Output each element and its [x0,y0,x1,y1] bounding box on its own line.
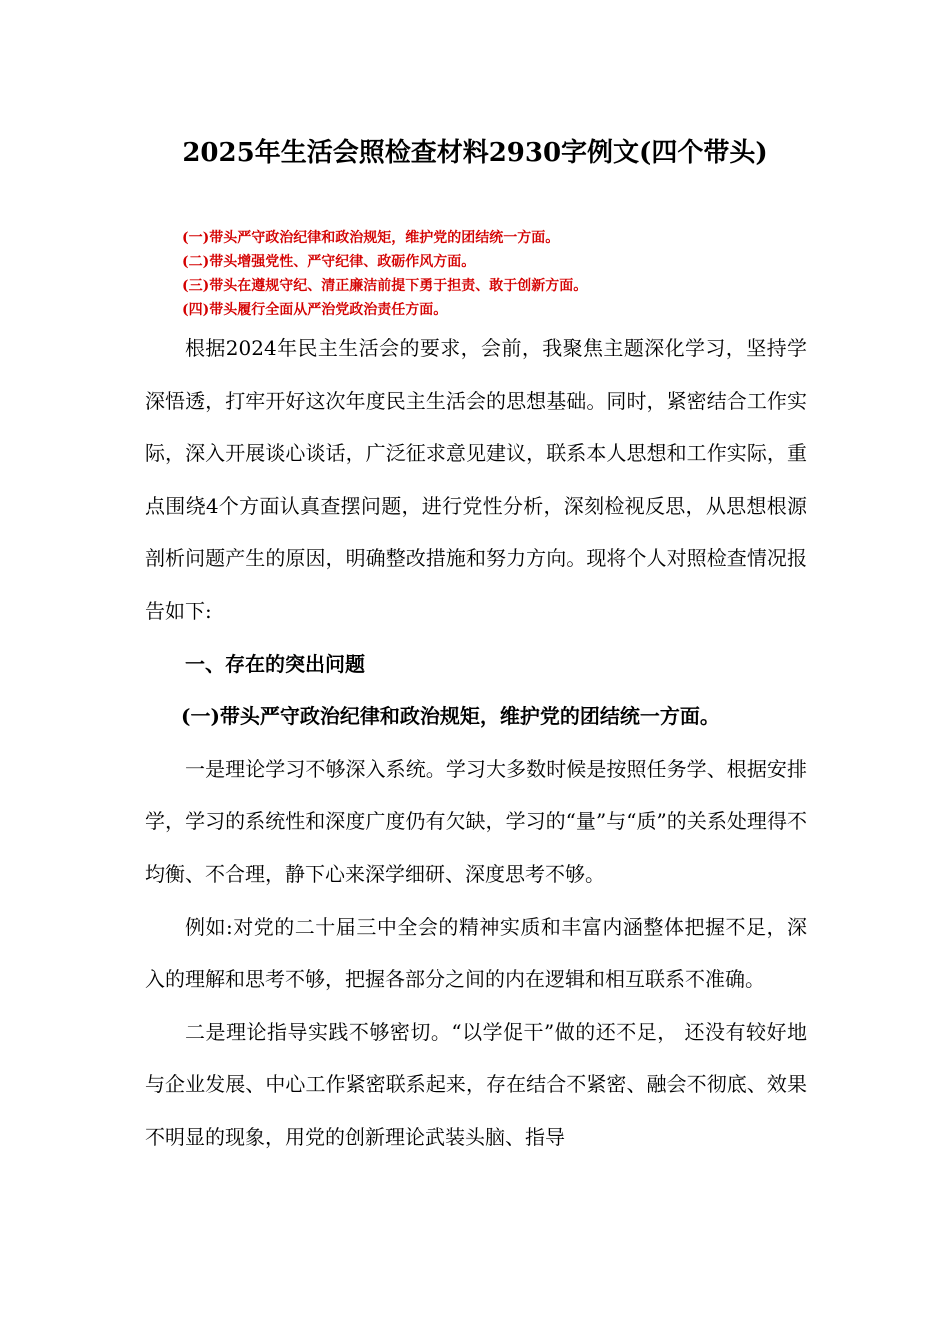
toc-item: (一)带头严守政治纪律和政治规矩，维护党的团结统一方面。 [182,230,560,246]
toc-item: (二)带头增强党性、严守纪律、政砺作风方面。 [182,254,476,270]
document-title: 2025年生活会照检查材料2930字例文(四个带头) [182,138,768,168]
subsection-heading: (一)带头严守政治纪律和政治规矩，维护党的团结统一方面。 [181,704,720,729]
document-body [145,322,807,1164]
intro-paragraph: 根据2024年民主生活会的要求，会前，我聚焦主题深化学习，坚持学深悟透，打牢开好这次年度民主生活会的思想基础。同时，紧密结合工作实际，深入开展谈心谈话，广泛征求意见建议，联系本人思想和工作实际，重点围绕4个方面认真查摆问题，进行党性分析，深刻检视反思，从思想根源剖析问题产生的原因，明确整改措施和努力方向。现将个人对照检查情况报告如下: [145,336,807,623]
body-paragraph: 例如:对党的二十届三中全会的精神实质和丰富内涵整体把握不足，深入的理解和思考不够，把握各部分之间的内在逻辑和相互联系不准确。 [145,914,807,992]
section-heading: 一、存在的突出问题 [185,651,365,676]
toc-item: (三)带头在遵规守纪、清正廉洁前提下勇于担责、敢于创新方面。 [182,278,588,294]
toc-list [182,226,802,322]
body-paragraph: 二是理论指导实践不够密切。“以学促干”做的还不足， 还没有较好地与企业发展、中心工作紧密联系起来，存在结合不紧密、融会不彻底、效果不明显的现象，用党的创新理论武装头脑、指导 [145,1019,807,1149]
toc-item: (四)带头履行全面从严治党政治责任方面。 [182,302,448,318]
body-paragraph: 一是理论学习不够深入系统。学习大多数时候是按照任务学、根据安排学，学习的系统性和深度广度仍有欠缺，学习的“量”与“质”的关系处理得不均衡、不合理，静下心来深学细研、深度思考不够。 [145,756,807,886]
